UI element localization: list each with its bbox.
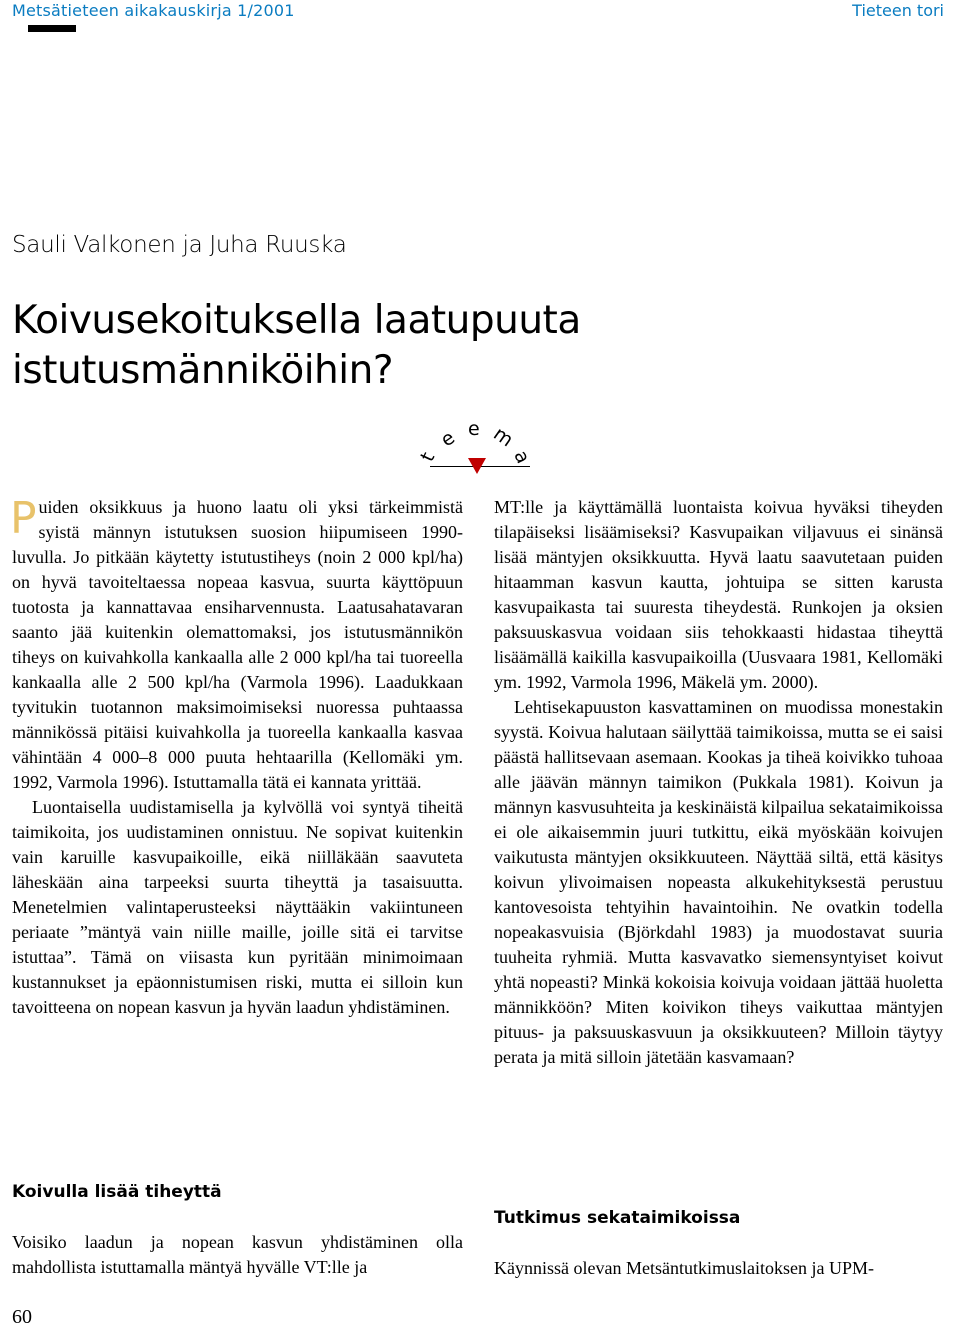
- column-left: [12, 495, 463, 1020]
- paragraph: Puiden oksikkuus ja huono laatu oli yksi tärkeimmistä syistä männyn istutuksen suosion hiipumiseen 1990-luvulla. Jo pitkään käytetty istutustiheys (noin 2 000 kpl/ha) on hyvä tavoiteltaessa nopeaa kasvua, suurta käyttöpuun tuotosta ja kannattavaa ensiharvennusta. Laatusahatavaran saanto jää kuitenkin olemattomaksi, jos istutusmännikön tiheys on kuivahkolla kankaalla alle 2 000 kpl/ha tai tuoreella kankaalla alle 2 500 kpl/ha (Varmola 1996). Laadukkaan tyvitukin tuotannon maksimoimiseksi nuoressa puhtaassa männikössä pitäisi kuivahkolla ja tuoreella kankaalla kasvaa vähintään 4 000–8 000 puuta hehtaarilla (Kellomäki ym. 1992, Varmola 1996). Istuttamalla tätä ei kannata yrittää.: [10, 493, 463, 792]
- column-right-continued: [494, 1256, 943, 1281]
- drop-cap: P: [10, 493, 37, 544]
- article-title: Koivusekoituksella laatupuuta istutusmänniköihin?: [12, 298, 581, 393]
- page-number: 60: [12, 1306, 32, 1328]
- column-left-continued: [12, 1230, 463, 1280]
- subheading: Koivulla lisää tiheyttä: [12, 1182, 222, 1202]
- article-authors: Sauli Valkonen ja Juha Ruuska: [12, 232, 347, 258]
- paragraph: MT:lle ja käyttämällä luontaista koivua hyväksi tiheyden tilapäiseksi lisäämiseksi? Kasvupaikan viljavuus ei sinänsä lisää mäntyjen oksikkuutta. Hyvä laatu saavutetaan puiden hitaamman kasvun kautta, johtuipa se sitten karusta kasvupaikasta tai suuresta tiheydestä. Runkojen ja oksien paksuuskasvua voidaan siis tehokkaasti hidastaa tiheyttä lisäämällä kaikilla kasvupaikoilla (Uusvaara 1981, Kellomäki ym. 1992, Varmola 1996, Mäkelä ym. 2000).: [494, 497, 943, 692]
- teema-letter: a: [509, 447, 535, 467]
- paragraph: Lehtisekapuuston kasvattaminen on muodissa monestakin syystä. Koivua halutaan säilyttää taimikoissa, mutta se ei saisi päästä hallitsevaan asemaan. Kookas ja tiheä koivikko tuhoaa alle jäävän männyn taimikon (Pukkala 1981). Koivun ja männyn kasvusuhteita ja keskinäistä kilpailua sekataimikoissa ei ole aikaisemmin juuri tutkittu, eikä myöskään koivujen vaikutusta mäntyjen oksikkuuteen. Näyttää siltä, että käsitys koivun ylivoimaisen nopeasta alkukehityksestä perustuu kantovesoista tehtyihin havaintoihin. Ne ovatkin todella nopeakasvuisia (Björkdahl 1983) ja muodostavat suuria tuuheita ryhmiä. Mutta kasvavatko siemensyntyiset koivut yhtä nopeasti? Minkä kokoisia koivuja voidaan jättää huoletta männikköön? Miten koivikon tiheys vaikuttaa mäntyjen pituus- ja paksuuskasvuun ja oksikkuuteen? Milloin täytyy perata ja mitä silloin jätetään kasvamaan?: [494, 697, 943, 1067]
- teema-letter: e: [436, 426, 459, 452]
- header-bar: [28, 25, 76, 32]
- column-right: [494, 495, 943, 1070]
- teema-letter: m: [489, 422, 518, 452]
- page-header: [0, 0, 960, 40]
- teema-marker: [468, 458, 486, 474]
- subheading: Tutkimus sekataimikoissa: [494, 1208, 741, 1228]
- paragraph: Käynnissä olevan Metsäntutkimuslaitoksen ja UPM-: [494, 1258, 874, 1278]
- teema-letter: e: [468, 418, 480, 440]
- teema-letter: t: [416, 448, 440, 466]
- paragraph: Luontaisella uudistamisella ja kylvöllä voi syntyä tiheitä taimikoita, jos uudistaminen onnistuu. Ne sopivat kuitenkin vain karuille kasvupaikoille, eikä niilläkään saavuteta läheskään aina tarpeeksi suurta tiheyttä ja tasaisuutta. Menetelmien valintaperusteeksi näyttääkin vakiintuneen periaate ”mäntyä vain niille maille, joille sitä ei tarvitse istuttaa”. Tämä on viisasta kun pyritään minimoimaan kustannukset ja epäonnistumisen riski, mutta ei silloin kun tavoitteena on nopean kasvun ja hyvän laadun yhdistäminen.: [12, 797, 463, 1017]
- teema-label: [418, 412, 548, 482]
- paragraph: Voisiko laadun ja nopean kasvun yhdistäminen olla mahdollista istuttamalla mäntyä hyvälle VT:lle ja: [12, 1232, 463, 1277]
- section-title: Tieteen tori: [852, 1, 944, 20]
- journal-title: Metsätieteen aikakauskirja 1/2001: [12, 1, 295, 20]
